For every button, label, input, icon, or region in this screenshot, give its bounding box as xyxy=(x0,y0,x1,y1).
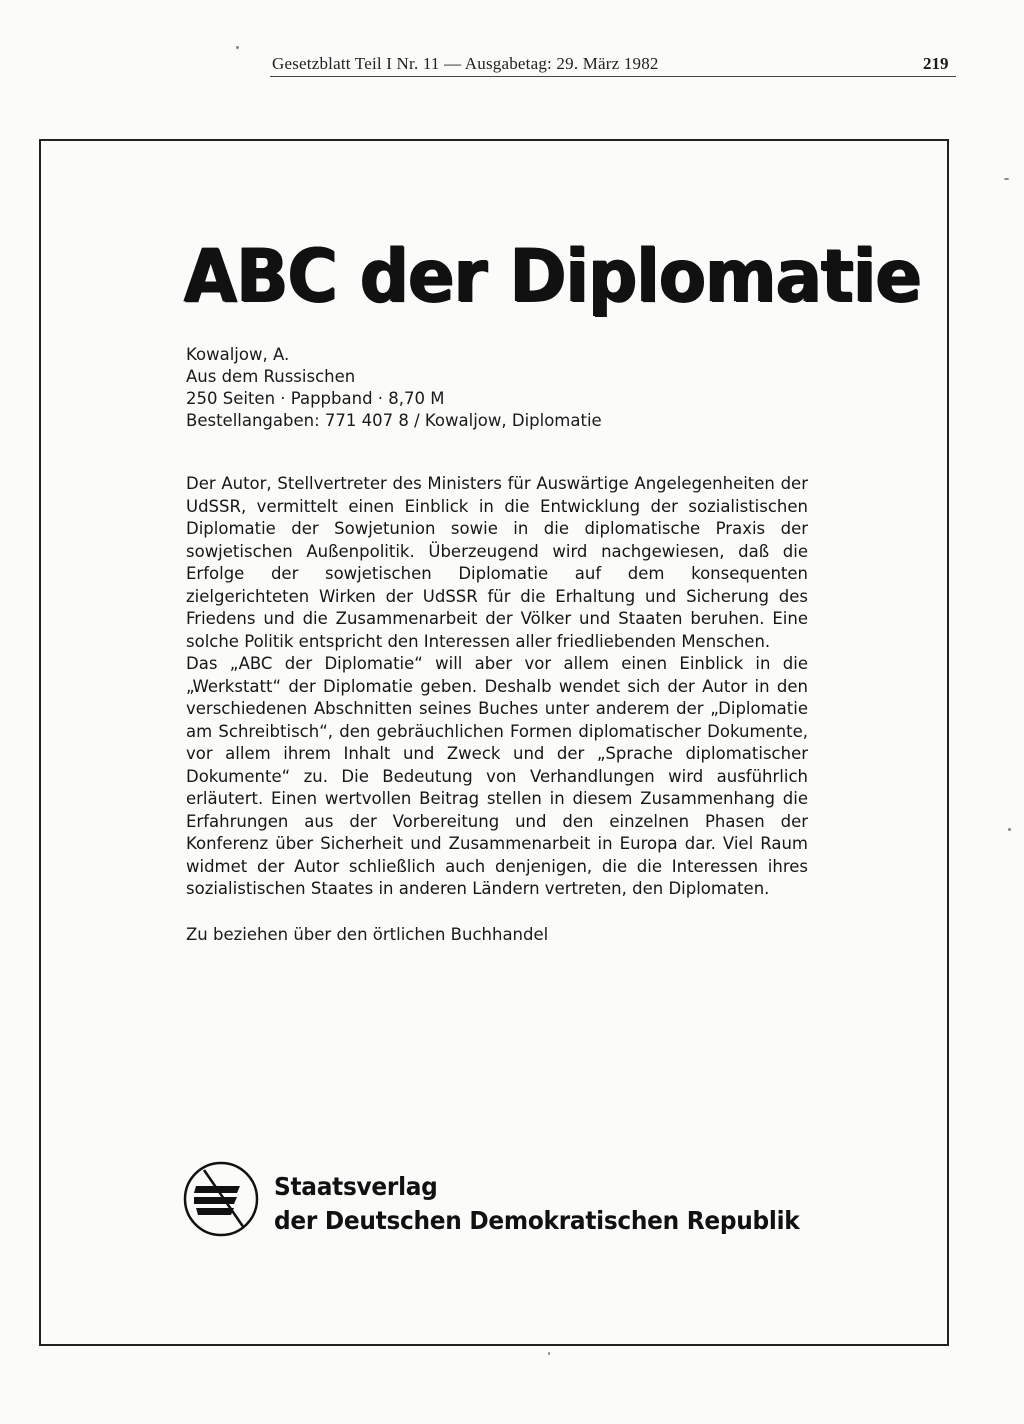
book-format-price: 250 Seiten · Pappband · 8,70 M xyxy=(186,389,445,408)
scan-speck xyxy=(548,1352,550,1355)
description-paragraph-1: Der Autor, Stellvertreter des Ministers für Auswärtige Angelegenheiten der UdSSR, vermittelt einen Einblick in die Entwicklung der sozialistischen Diplomatie der Sowjetunion sowie in die diplomatische Praxis der sowjetischen Außenpolitik. Überzeugend wird nachgewiesen, daß die Erfolge der sowjetischen Diplomatie auf dem konsequenten zielgerichteten Wirken der UdSSR für die Erhaltung und Sicherung des Friedens und die Zusammenarbeit der Völker und Staaten beruhen. Eine solche Politik entspricht den Interessen aller friedliebenden Menschen. xyxy=(186,474,808,651)
scan-speck xyxy=(236,46,239,49)
ad-description xyxy=(186,473,808,901)
book-details xyxy=(186,344,806,432)
scan-speck xyxy=(1004,178,1009,180)
book-order-info: Bestellangaben: 771 407 8 / Kowaljow, Diplomatie xyxy=(186,411,602,430)
publisher-logo-icon xyxy=(182,1160,260,1238)
page-number: 219 xyxy=(923,54,949,73)
publisher-name xyxy=(274,1170,799,1238)
publisher-line-1: Staatsverlag xyxy=(274,1172,438,1201)
book-author: Kowaljow, A. xyxy=(186,345,290,364)
header-text: Gesetzblatt Teil I Nr. 11 — Ausgabetag: 29. März 1982 xyxy=(272,54,659,73)
page-header xyxy=(0,54,1024,80)
publisher-line-2: der Deutschen Demokratischen Republik xyxy=(274,1206,800,1235)
order-note: Zu beziehen über den örtlichen Buchhandel xyxy=(186,925,549,944)
header-rule xyxy=(270,76,956,77)
book-translation-note: Aus dem Russischen xyxy=(186,367,356,386)
ad-title: ABC der Diplomatie xyxy=(184,234,922,319)
scan-speck xyxy=(1008,828,1011,831)
description-paragraph-2: Das „ABC der Diplomatie“ will aber vor allem einen Einblick in die „Werkstatt“ der Diplomatie geben. Deshalb wendet sich der Autor in den verschiedenen Abschnitten seines Buches unter anderem der „Diplomatie am Schreibtisch“, den gebräuchlichen Formen diplomatischer Dokumente, vor allem ihrem Inhalt und Zweck und der „Sprache diplomatischer Dokumente“ zu. Die Bedeutung von Verhandlungen wird ausführlich erläutert. Einen wertvollen Beitrag stellen in diesem Zusammenhang die Erfahrungen aus der Vorbereitung und den einzelnen Phasen der Konferenz über Sicherheit und Zusammenarbeit in Europa dar. Viel Raum widmet der Autor schließlich auch denjenigen, die die Interessen ihres sozialistischen Staates in anderen Ländern vertreten, den Diplomaten. xyxy=(186,654,808,898)
